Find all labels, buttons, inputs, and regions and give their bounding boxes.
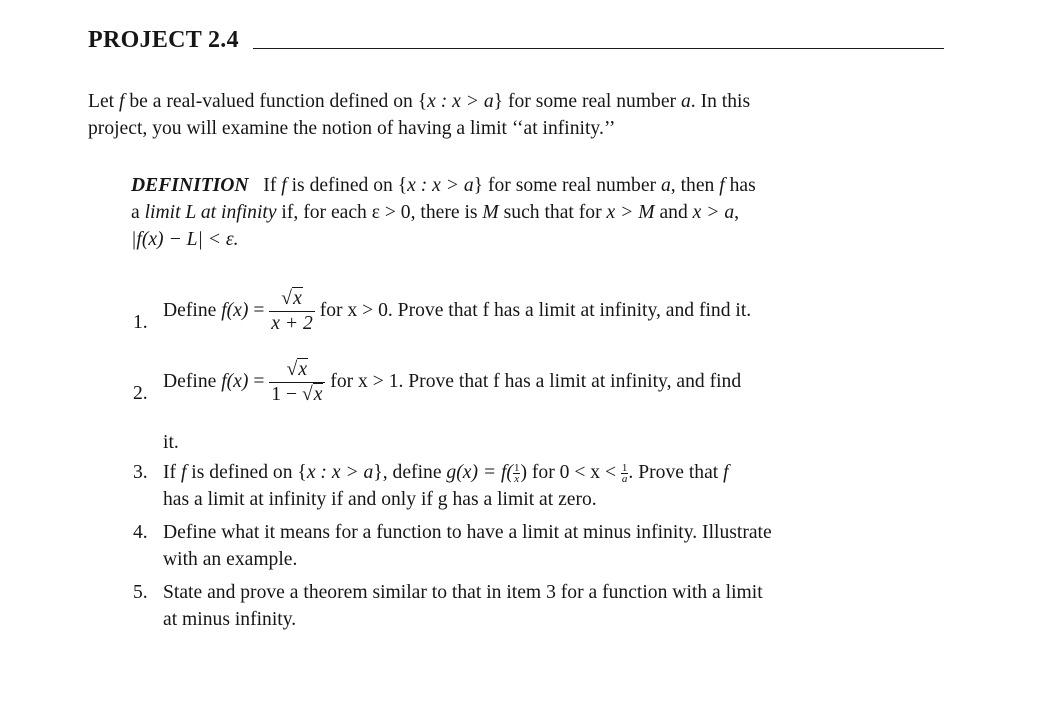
definition-text: , then (670, 175, 720, 196)
fraction-numerator (269, 287, 315, 312)
definition-line-3: |f(x) − L| < ε. (131, 229, 239, 250)
item-line-2: with an example. (163, 549, 298, 570)
item-var: f (723, 462, 729, 483)
definition-condition: x > M (606, 202, 655, 223)
sqrt-icon (287, 358, 308, 382)
definition-text: a (131, 202, 145, 223)
radicand: x (298, 359, 308, 380)
definition-label: DEFINITION (131, 175, 249, 196)
small-fraction-numerator: 1 (621, 462, 628, 474)
small-fraction-denominator: x (514, 473, 520, 485)
item-text: If (163, 462, 181, 483)
item-line-1: Define what it means for a function to have a limit at minus infinity. Illustrate (163, 522, 772, 543)
fraction-denominator: x + 2 (271, 313, 313, 334)
item-text: Define (163, 371, 222, 392)
definition-var: f (719, 175, 725, 196)
list-item (163, 459, 729, 513)
definition-block (131, 172, 756, 253)
item-var: f (180, 462, 187, 483)
item-line-2: has a limit at infinity if and only if g has a limit at zero. (163, 489, 597, 510)
definition-text: If (248, 175, 282, 196)
item-function: f(x) (221, 371, 249, 392)
intro-set: x : x > a (427, 91, 494, 112)
definition-set: x : x > a (407, 175, 474, 196)
project-heading (88, 26, 944, 54)
definition-var: f (281, 175, 287, 196)
definition-text: } for some real number (473, 175, 661, 196)
item-number: 2. (133, 383, 148, 404)
radical-sign: √ (281, 288, 293, 309)
item-text: }, define (373, 462, 447, 483)
radicand: x (313, 384, 323, 405)
item-function: g(x) = f( (446, 462, 513, 483)
item-text: for x > 1. Prove that f has a limit at infinity, and find (325, 371, 742, 392)
item-number: 1. (133, 312, 148, 333)
item-number: 4. (133, 522, 148, 543)
item-text: Define (163, 300, 222, 321)
small-fraction-numerator: 1 (513, 462, 520, 474)
definition-term: limit L at infinity (144, 202, 277, 223)
item-text: for x > 0. Prove that f has a limit at infinity, and find it. (314, 300, 752, 321)
definition-line-2 (131, 199, 756, 226)
sqrt-icon (302, 383, 323, 407)
fraction (269, 358, 325, 407)
item-continuation: it. (163, 432, 179, 453)
item-number: 3. (133, 462, 148, 483)
small-fraction-denominator: a (621, 473, 628, 485)
fraction (269, 287, 315, 336)
list-item (163, 358, 741, 407)
item-text: . Prove that (628, 462, 724, 483)
item-line-2: at minus infinity. (163, 609, 297, 630)
definition-text: has (724, 175, 756, 196)
project-title: PROJECT 2.4 (88, 27, 239, 53)
item-text: is defined on { (186, 462, 307, 483)
item-text: = (248, 300, 270, 321)
definition-var: a (660, 175, 671, 196)
list-item (163, 519, 772, 573)
sqrt-icon (281, 287, 302, 311)
intro-text: . In this (690, 91, 751, 112)
intro-line-1 (88, 88, 750, 115)
fraction-numerator (269, 358, 325, 383)
definition-condition: x > a (692, 202, 735, 223)
item-line-1: State and prove a theorem similar to that in item 3 for a function with a limit (163, 582, 763, 603)
definition-text: is defined on { (286, 175, 408, 196)
definition-text: and (654, 202, 693, 223)
definition-text: , (734, 202, 740, 223)
definition-text: if, for each ε > 0, there is (276, 202, 483, 223)
denominator-text: 1 − (271, 384, 302, 405)
intro-text: Let (88, 91, 120, 112)
list-item (163, 579, 763, 633)
item-text: = (248, 371, 270, 392)
list-item (163, 287, 751, 336)
radical-sign: √ (286, 359, 298, 380)
item-function: f(x) (221, 300, 249, 321)
item-line-1 (163, 459, 729, 486)
radical-sign: √ (301, 384, 313, 405)
intro-text: be a real-valued function defined on { (124, 91, 428, 112)
intro-line-2: project, you will examine the notion of having a limit ‘‘at infinity.’’ (88, 118, 616, 139)
intro-var-f: f (119, 91, 125, 112)
fraction-denominator (269, 383, 325, 407)
item-number: 5. (133, 582, 148, 603)
intro-text: } for some real number (493, 91, 681, 112)
item-text: ) for 0 < x < (520, 462, 621, 483)
definition-line-1 (131, 172, 756, 199)
definition-text: such that for (498, 202, 607, 223)
intro-paragraph (88, 88, 750, 142)
intro-var-a: a (680, 91, 691, 112)
definition-var: M (482, 202, 499, 223)
radicand: x (293, 288, 302, 309)
heading-rule (253, 48, 944, 49)
item-set: x : x > a (306, 462, 374, 483)
